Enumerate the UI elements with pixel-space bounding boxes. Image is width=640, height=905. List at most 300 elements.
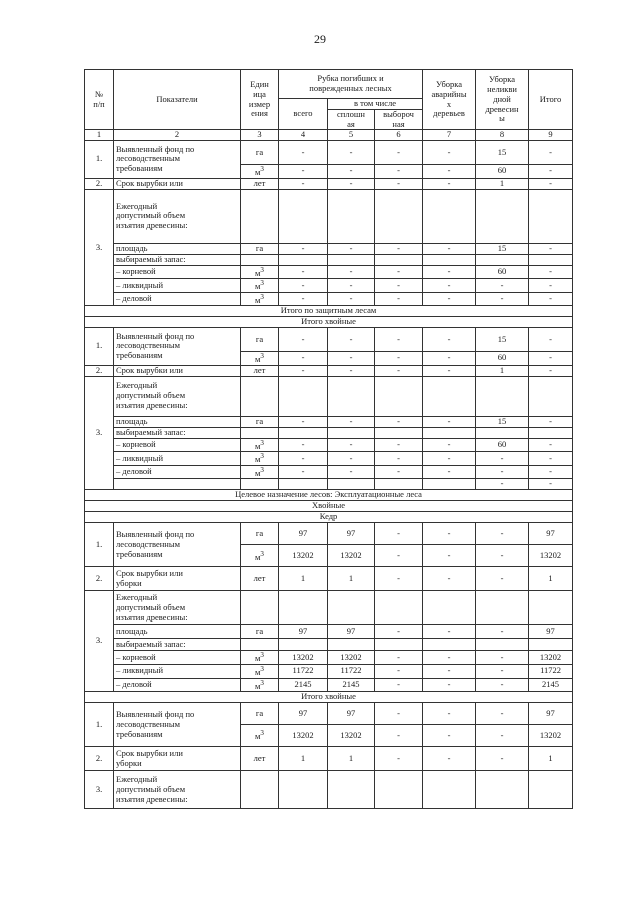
value-cell: -: [476, 279, 529, 293]
table-row: [85, 365, 573, 376]
col-num-9: 9: [529, 130, 573, 141]
empty-cell: [279, 591, 328, 625]
empty-cell: [241, 639, 279, 651]
unit-cell: $м^3$: [241, 452, 279, 466]
unit-cell: лет: [241, 747, 279, 771]
row-label-stock: выбираемый запас:: [114, 639, 241, 651]
unit-cell: $м^3$: [241, 725, 279, 747]
value-cell: -: [279, 452, 328, 466]
row-number: 2.: [85, 178, 114, 189]
empty-cell: [241, 771, 279, 809]
value-cell: -: [529, 165, 573, 179]
value-cell: 15: [476, 327, 529, 351]
unit-cell: $м^3$: [241, 438, 279, 452]
value-cell: 97: [279, 523, 328, 545]
value-cell: 15: [476, 416, 529, 427]
unit-cell: $м^3$: [241, 651, 279, 665]
value-cell: -: [375, 243, 423, 254]
col-num-7: 7: [423, 130, 476, 141]
table-row: [85, 376, 573, 416]
header-itogo: Итого: [529, 70, 573, 130]
value-cell: 1: [328, 567, 375, 591]
value-cell: -: [375, 365, 423, 376]
empty-cell: [375, 591, 423, 625]
empty-cell: [328, 189, 375, 243]
empty-cell: [476, 427, 529, 438]
empty-cell: [476, 189, 529, 243]
value-cell: -: [423, 243, 476, 254]
value-cell: 11722: [529, 664, 573, 678]
section-cedar: Кедр: [85, 512, 573, 523]
empty-cell: [423, 591, 476, 625]
value-cell: -: [423, 703, 476, 725]
header-emergency: Уборка аварийны х деревьев: [423, 70, 476, 130]
value-cell: 97: [529, 703, 573, 725]
row-number: 3.: [85, 189, 114, 306]
value-cell: -: [375, 545, 423, 567]
section-protective-total: Итого по защитным лесам: [85, 306, 573, 317]
value-cell: -: [423, 438, 476, 452]
row-number: 1.: [85, 327, 114, 365]
unit-cell: лет: [241, 178, 279, 189]
row-label-stock: выбираемый запас:: [114, 254, 241, 265]
row-label-root: – корневой: [114, 265, 241, 279]
row-label-annual: Ежегодный допустимый объем изъятия древесины:: [114, 771, 241, 809]
value-cell: -: [279, 465, 328, 479]
section-row: [85, 501, 573, 512]
value-cell: -: [529, 479, 573, 490]
empty-cell: [241, 427, 279, 438]
value-cell: -: [423, 178, 476, 189]
empty-cell: [279, 427, 328, 438]
value-cell: -: [476, 703, 529, 725]
header-clear: сплошн ая: [328, 109, 375, 130]
value-cell: -: [279, 327, 328, 351]
value-cell: -: [375, 292, 423, 306]
value-cell: -: [423, 664, 476, 678]
value-cell: -: [328, 165, 375, 179]
table-row: [85, 141, 573, 165]
empty-cell: [476, 254, 529, 265]
value-cell: -: [375, 725, 423, 747]
value-cell: 13202: [279, 545, 328, 567]
value-cell: -: [375, 465, 423, 479]
value-cell: -: [375, 438, 423, 452]
value-cell: -: [476, 452, 529, 466]
empty-cell: [375, 479, 423, 490]
value-cell: 1: [279, 567, 328, 591]
empty-cell: [476, 591, 529, 625]
value-cell: -: [529, 416, 573, 427]
col-num-4: 4: [279, 130, 328, 141]
value-cell: -: [279, 279, 328, 293]
table-row: [85, 254, 573, 265]
row-number: 1.: [85, 141, 114, 179]
value-cell: -: [423, 327, 476, 351]
empty-cell: [328, 639, 375, 651]
empty-cell: [279, 189, 328, 243]
header-total: всего: [279, 99, 328, 130]
value-cell: -: [423, 279, 476, 293]
value-cell: -: [529, 351, 573, 365]
value-cell: 97: [328, 523, 375, 545]
value-cell: 1: [476, 178, 529, 189]
value-cell: -: [375, 165, 423, 179]
empty-cell: [241, 591, 279, 625]
empty-cell: [423, 189, 476, 243]
value-cell: -: [423, 651, 476, 665]
row-label-business: – деловой: [114, 678, 241, 692]
value-cell: 1: [328, 747, 375, 771]
table-row: [85, 625, 573, 639]
table-row: [85, 178, 573, 189]
value-cell: -: [476, 747, 529, 771]
table-row: [85, 523, 573, 545]
unit-cell: га: [241, 327, 279, 351]
row-label-term: Срок вырубки или: [114, 178, 241, 189]
value-cell: -: [423, 265, 476, 279]
row-label-fund: Выявленный фонд по лесоводственным требованиям: [114, 141, 241, 179]
unit-cell: $м^3$: [241, 545, 279, 567]
empty-cell: [423, 427, 476, 438]
row-number: 1.: [85, 703, 114, 747]
value-cell: -: [328, 243, 375, 254]
unit-cell: га: [241, 703, 279, 725]
value-cell: 13202: [328, 651, 375, 665]
value-cell: -: [423, 165, 476, 179]
value-cell: -: [375, 523, 423, 545]
row-number: 3.: [85, 591, 114, 692]
value-cell: -: [423, 141, 476, 165]
value-cell: -: [328, 465, 375, 479]
value-cell: -: [476, 465, 529, 479]
value-cell: -: [423, 747, 476, 771]
empty-cell: [375, 189, 423, 243]
value-cell: -: [423, 725, 476, 747]
value-cell: 1: [529, 567, 573, 591]
row-number: 1.: [85, 523, 114, 567]
row-label-liquid: – ликвидный: [114, 279, 241, 293]
value-cell: -: [375, 141, 423, 165]
value-cell: -: [476, 545, 529, 567]
value-cell: -: [328, 327, 375, 351]
value-cell: 15: [476, 243, 529, 254]
unit-cell: $м^3$: [241, 265, 279, 279]
value-cell: -: [476, 567, 529, 591]
value-cell: -: [529, 465, 573, 479]
table-row: [85, 265, 573, 279]
value-cell: -: [328, 279, 375, 293]
value-cell: -: [279, 292, 328, 306]
empty-cell: [241, 254, 279, 265]
value-cell: 2145: [328, 678, 375, 692]
col-num-1: 1: [85, 130, 114, 141]
value-cell: 13202: [328, 545, 375, 567]
value-cell: -: [375, 327, 423, 351]
table-row: [85, 438, 573, 452]
value-cell: -: [423, 465, 476, 479]
value-cell: -: [375, 265, 423, 279]
empty-cell: [114, 479, 241, 490]
value-cell: -: [328, 416, 375, 427]
section-conifer: Хвойные: [85, 501, 573, 512]
empty-cell: [529, 254, 573, 265]
value-cell: -: [423, 292, 476, 306]
empty-cell: [279, 771, 328, 809]
table-row: [85, 747, 573, 771]
unit-cell: $м^3$: [241, 292, 279, 306]
value-cell: -: [375, 747, 423, 771]
unit-cell: $м^3$: [241, 465, 279, 479]
row-number: 2.: [85, 365, 114, 376]
row-label-business: – деловой: [114, 292, 241, 306]
table-row: [85, 292, 573, 306]
value-cell: 1: [476, 365, 529, 376]
value-cell: -: [423, 452, 476, 466]
table-row: [85, 639, 573, 651]
value-cell: -: [328, 438, 375, 452]
value-cell: -: [476, 651, 529, 665]
value-cell: -: [328, 351, 375, 365]
empty-cell: [328, 479, 375, 490]
value-cell: -: [529, 438, 573, 452]
value-cell: -: [476, 479, 529, 490]
value-cell: -: [529, 292, 573, 306]
value-cell: -: [423, 625, 476, 639]
value-cell: 13202: [279, 651, 328, 665]
row-label-liquid: – ликвидный: [114, 664, 241, 678]
unit-cell: га: [241, 625, 279, 639]
value-cell: -: [423, 523, 476, 545]
value-cell: -: [476, 625, 529, 639]
header-unit: Един ица измер ения: [241, 70, 279, 130]
unit-cell: га: [241, 523, 279, 545]
row-label-annual: Ежегодный допустимый объем изъятия древесины:: [114, 189, 241, 243]
table-row: [85, 651, 573, 665]
table-row: [85, 465, 573, 479]
value-cell: -: [476, 725, 529, 747]
value-cell: -: [423, 567, 476, 591]
empty-cell: [328, 771, 375, 809]
empty-cell: [328, 254, 375, 265]
value-cell: -: [529, 327, 573, 351]
value-cell: 60: [476, 265, 529, 279]
table-row: [85, 189, 573, 243]
empty-cell: [423, 376, 476, 416]
value-cell: -: [476, 523, 529, 545]
empty-cell: [529, 376, 573, 416]
value-cell: -: [423, 365, 476, 376]
empty-cell: [375, 376, 423, 416]
value-cell: -: [279, 265, 328, 279]
table-row: [85, 591, 573, 625]
value-cell: -: [279, 141, 328, 165]
value-cell: 97: [328, 625, 375, 639]
unit-cell: $м^3$: [241, 664, 279, 678]
value-cell: -: [375, 452, 423, 466]
value-cell: -: [529, 141, 573, 165]
section-row: [85, 692, 573, 703]
row-number: 2.: [85, 567, 114, 591]
empty-cell: [529, 189, 573, 243]
row-label-root: – корневой: [114, 651, 241, 665]
value-cell: -: [328, 178, 375, 189]
value-cell: 97: [529, 625, 573, 639]
value-cell: -: [375, 703, 423, 725]
empty-cell: [279, 479, 328, 490]
value-cell: 2145: [529, 678, 573, 692]
empty-cell: [328, 591, 375, 625]
empty-cell: [476, 376, 529, 416]
value-cell: -: [279, 243, 328, 254]
value-cell: 13202: [328, 725, 375, 747]
empty-cell: [423, 479, 476, 490]
unit-cell: га: [241, 416, 279, 427]
row-label-annual: Ежегодный допустимый объем изъятия древесины:: [114, 376, 241, 416]
value-cell: 15: [476, 141, 529, 165]
value-cell: -: [328, 292, 375, 306]
row-label-business: – деловой: [114, 465, 241, 479]
row-number: 2.: [85, 747, 114, 771]
row-label-liquid: – ликвидный: [114, 452, 241, 466]
section-row: [85, 512, 573, 523]
empty-cell: [328, 376, 375, 416]
row-label-area: площадь: [114, 625, 241, 639]
value-cell: -: [279, 416, 328, 427]
empty-cell: [279, 376, 328, 416]
empty-cell: [375, 639, 423, 651]
value-cell: -: [423, 545, 476, 567]
value-cell: 2145: [279, 678, 328, 692]
empty-cell: [241, 376, 279, 416]
value-cell: -: [423, 416, 476, 427]
unit-cell: $м^3$: [241, 351, 279, 365]
header-num: № п/п: [85, 70, 114, 130]
table-row: [85, 678, 573, 692]
value-cell: 11722: [279, 664, 328, 678]
table-row: [85, 327, 573, 351]
section-purpose: Целевое назначение лесов: Эксплуатационные леса: [85, 490, 573, 501]
header-incl: в том числе: [328, 99, 423, 110]
row-label-root: – корневой: [114, 438, 241, 452]
row-label-term: Срок вырубки или уборки: [114, 567, 241, 591]
section-row: [85, 317, 573, 328]
value-cell: -: [279, 351, 328, 365]
empty-cell: [529, 427, 573, 438]
value-cell: 11722: [328, 664, 375, 678]
value-cell: -: [476, 292, 529, 306]
unit-cell: лет: [241, 365, 279, 376]
value-cell: -: [375, 351, 423, 365]
value-cell: -: [375, 625, 423, 639]
value-cell: -: [279, 438, 328, 452]
header-indicator: Показатели: [114, 70, 241, 130]
row-label-fund: Выявленный фонд по лесоводственным требованиям: [114, 703, 241, 747]
empty-cell: [328, 427, 375, 438]
row-label-term: Срок вырубки или уборки: [114, 747, 241, 771]
row-label-area: площадь: [114, 416, 241, 427]
col-num-8: 8: [476, 130, 529, 141]
row-label-stock: выбираемый запас:: [114, 427, 241, 438]
value-cell: -: [328, 141, 375, 165]
col-num-3: 3: [241, 130, 279, 141]
empty-cell: [423, 254, 476, 265]
empty-cell: [375, 254, 423, 265]
row-label-area: площадь: [114, 243, 241, 254]
unit-cell: $м^3$: [241, 165, 279, 179]
empty-cell: [476, 639, 529, 651]
col-num-5: 5: [328, 130, 375, 141]
header-illiquid: Уборка неликви дной древесин ы: [476, 70, 529, 130]
table-row: [85, 427, 573, 438]
value-cell: 60: [476, 438, 529, 452]
empty-cell: [279, 639, 328, 651]
value-cell: -: [529, 279, 573, 293]
value-cell: -: [375, 651, 423, 665]
value-cell: -: [279, 365, 328, 376]
value-cell: 60: [476, 165, 529, 179]
table-row: [85, 664, 573, 678]
value-cell: 13202: [529, 545, 573, 567]
value-cell: -: [423, 351, 476, 365]
empty-cell: [375, 427, 423, 438]
row-label-fund: Выявленный фонд по лесоводственным требованиям: [114, 523, 241, 567]
value-cell: -: [375, 416, 423, 427]
row-label-annual: Ежегодный допустимый объем изъятия древесины:: [114, 591, 241, 625]
empty-cell: [423, 771, 476, 809]
row-number: 3.: [85, 376, 114, 490]
value-cell: -: [529, 365, 573, 376]
row-label-term: Срок вырубки или: [114, 365, 241, 376]
value-cell: 97: [279, 703, 328, 725]
value-cell: -: [529, 452, 573, 466]
value-cell: 1: [529, 747, 573, 771]
value-cell: -: [328, 452, 375, 466]
empty-cell: [375, 771, 423, 809]
table-row: [85, 567, 573, 591]
value-cell: -: [529, 243, 573, 254]
unit-cell: га: [241, 243, 279, 254]
value-cell: 13202: [529, 725, 573, 747]
table-row: [85, 243, 573, 254]
value-cell: -: [279, 178, 328, 189]
forest-logging-table: [84, 69, 573, 809]
empty-cell: [279, 254, 328, 265]
section-conifer-total-2: Итого хвойные: [85, 692, 573, 703]
empty-cell: [529, 591, 573, 625]
page-number: 29: [314, 32, 326, 46]
value-cell: 60: [476, 351, 529, 365]
value-cell: 13202: [279, 725, 328, 747]
value-cell: -: [476, 678, 529, 692]
value-cell: 13202: [529, 651, 573, 665]
empty-cell: [241, 189, 279, 243]
empty-cell: [423, 639, 476, 651]
empty-cell: [476, 771, 529, 809]
empty-cell: [241, 479, 279, 490]
row-label-fund: Выявленный фонд по лесоводственным требованиям: [114, 327, 241, 365]
unit-cell: $м^3$: [241, 678, 279, 692]
table-row: [85, 416, 573, 427]
table-row: [85, 279, 573, 293]
value-cell: 1: [279, 747, 328, 771]
column-number-row: [85, 130, 573, 141]
value-cell: 97: [328, 703, 375, 725]
unit-cell: га: [241, 141, 279, 165]
value-cell: -: [476, 664, 529, 678]
col-num-2: 2: [114, 130, 241, 141]
empty-cell: [529, 771, 573, 809]
